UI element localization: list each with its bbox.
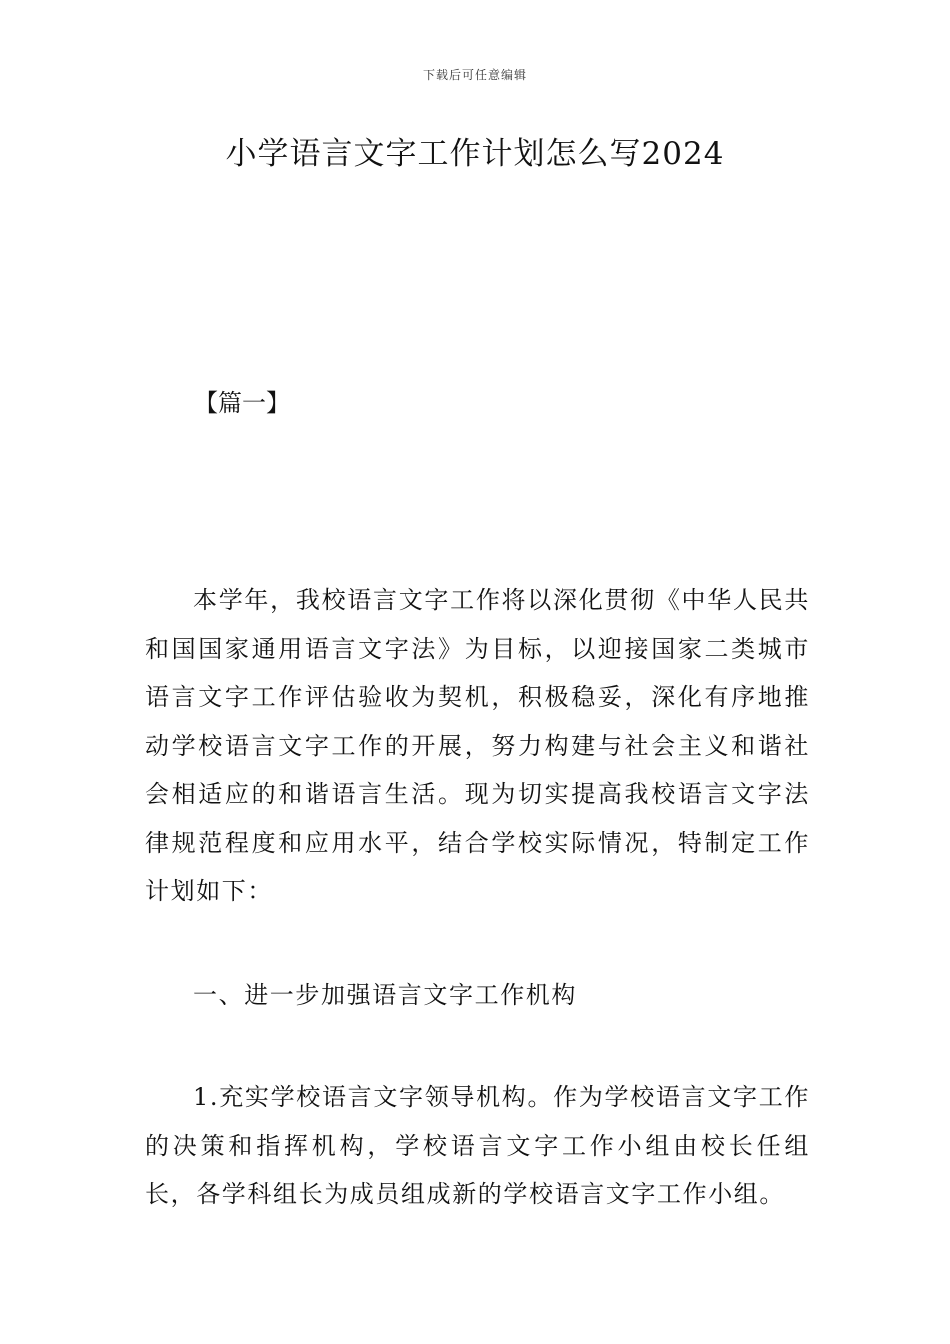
document-title: 小学语言文字工作计划怎么写2024 — [225, 136, 725, 172]
paragraph-heading-one: 一、进一步加强语言文字工作机构 — [193, 981, 577, 1009]
section-label: 【篇一】 — [194, 389, 290, 417]
paragraph-item-one: 1.充实学校语言文字领导机构。作为学校语言文字工作的决策和指挥机构，学校语言文字工作小组由校长任组长，各学科组长为成员组成新的学校语言文字工作小组。 — [145, 1083, 810, 1208]
header-note: 下载后可任意编辑 — [422, 68, 527, 82]
paragraph-intro: 本学年，我校语言文字工作将以深化贯彻《中华人民共和国国家通用语言文字法》为目标，以迎接国家二类城市语言文字工作评估验收为契机，积极稳妥，深化有序地推动学校语言文字工作的开展，努力构建与社会主义和谐社会相适应的和谐语言生活。现为切实提高我校语言文字法律规范程度和应用水平，结合学校实际情况，特制定工作计划如下： — [145, 586, 810, 905]
